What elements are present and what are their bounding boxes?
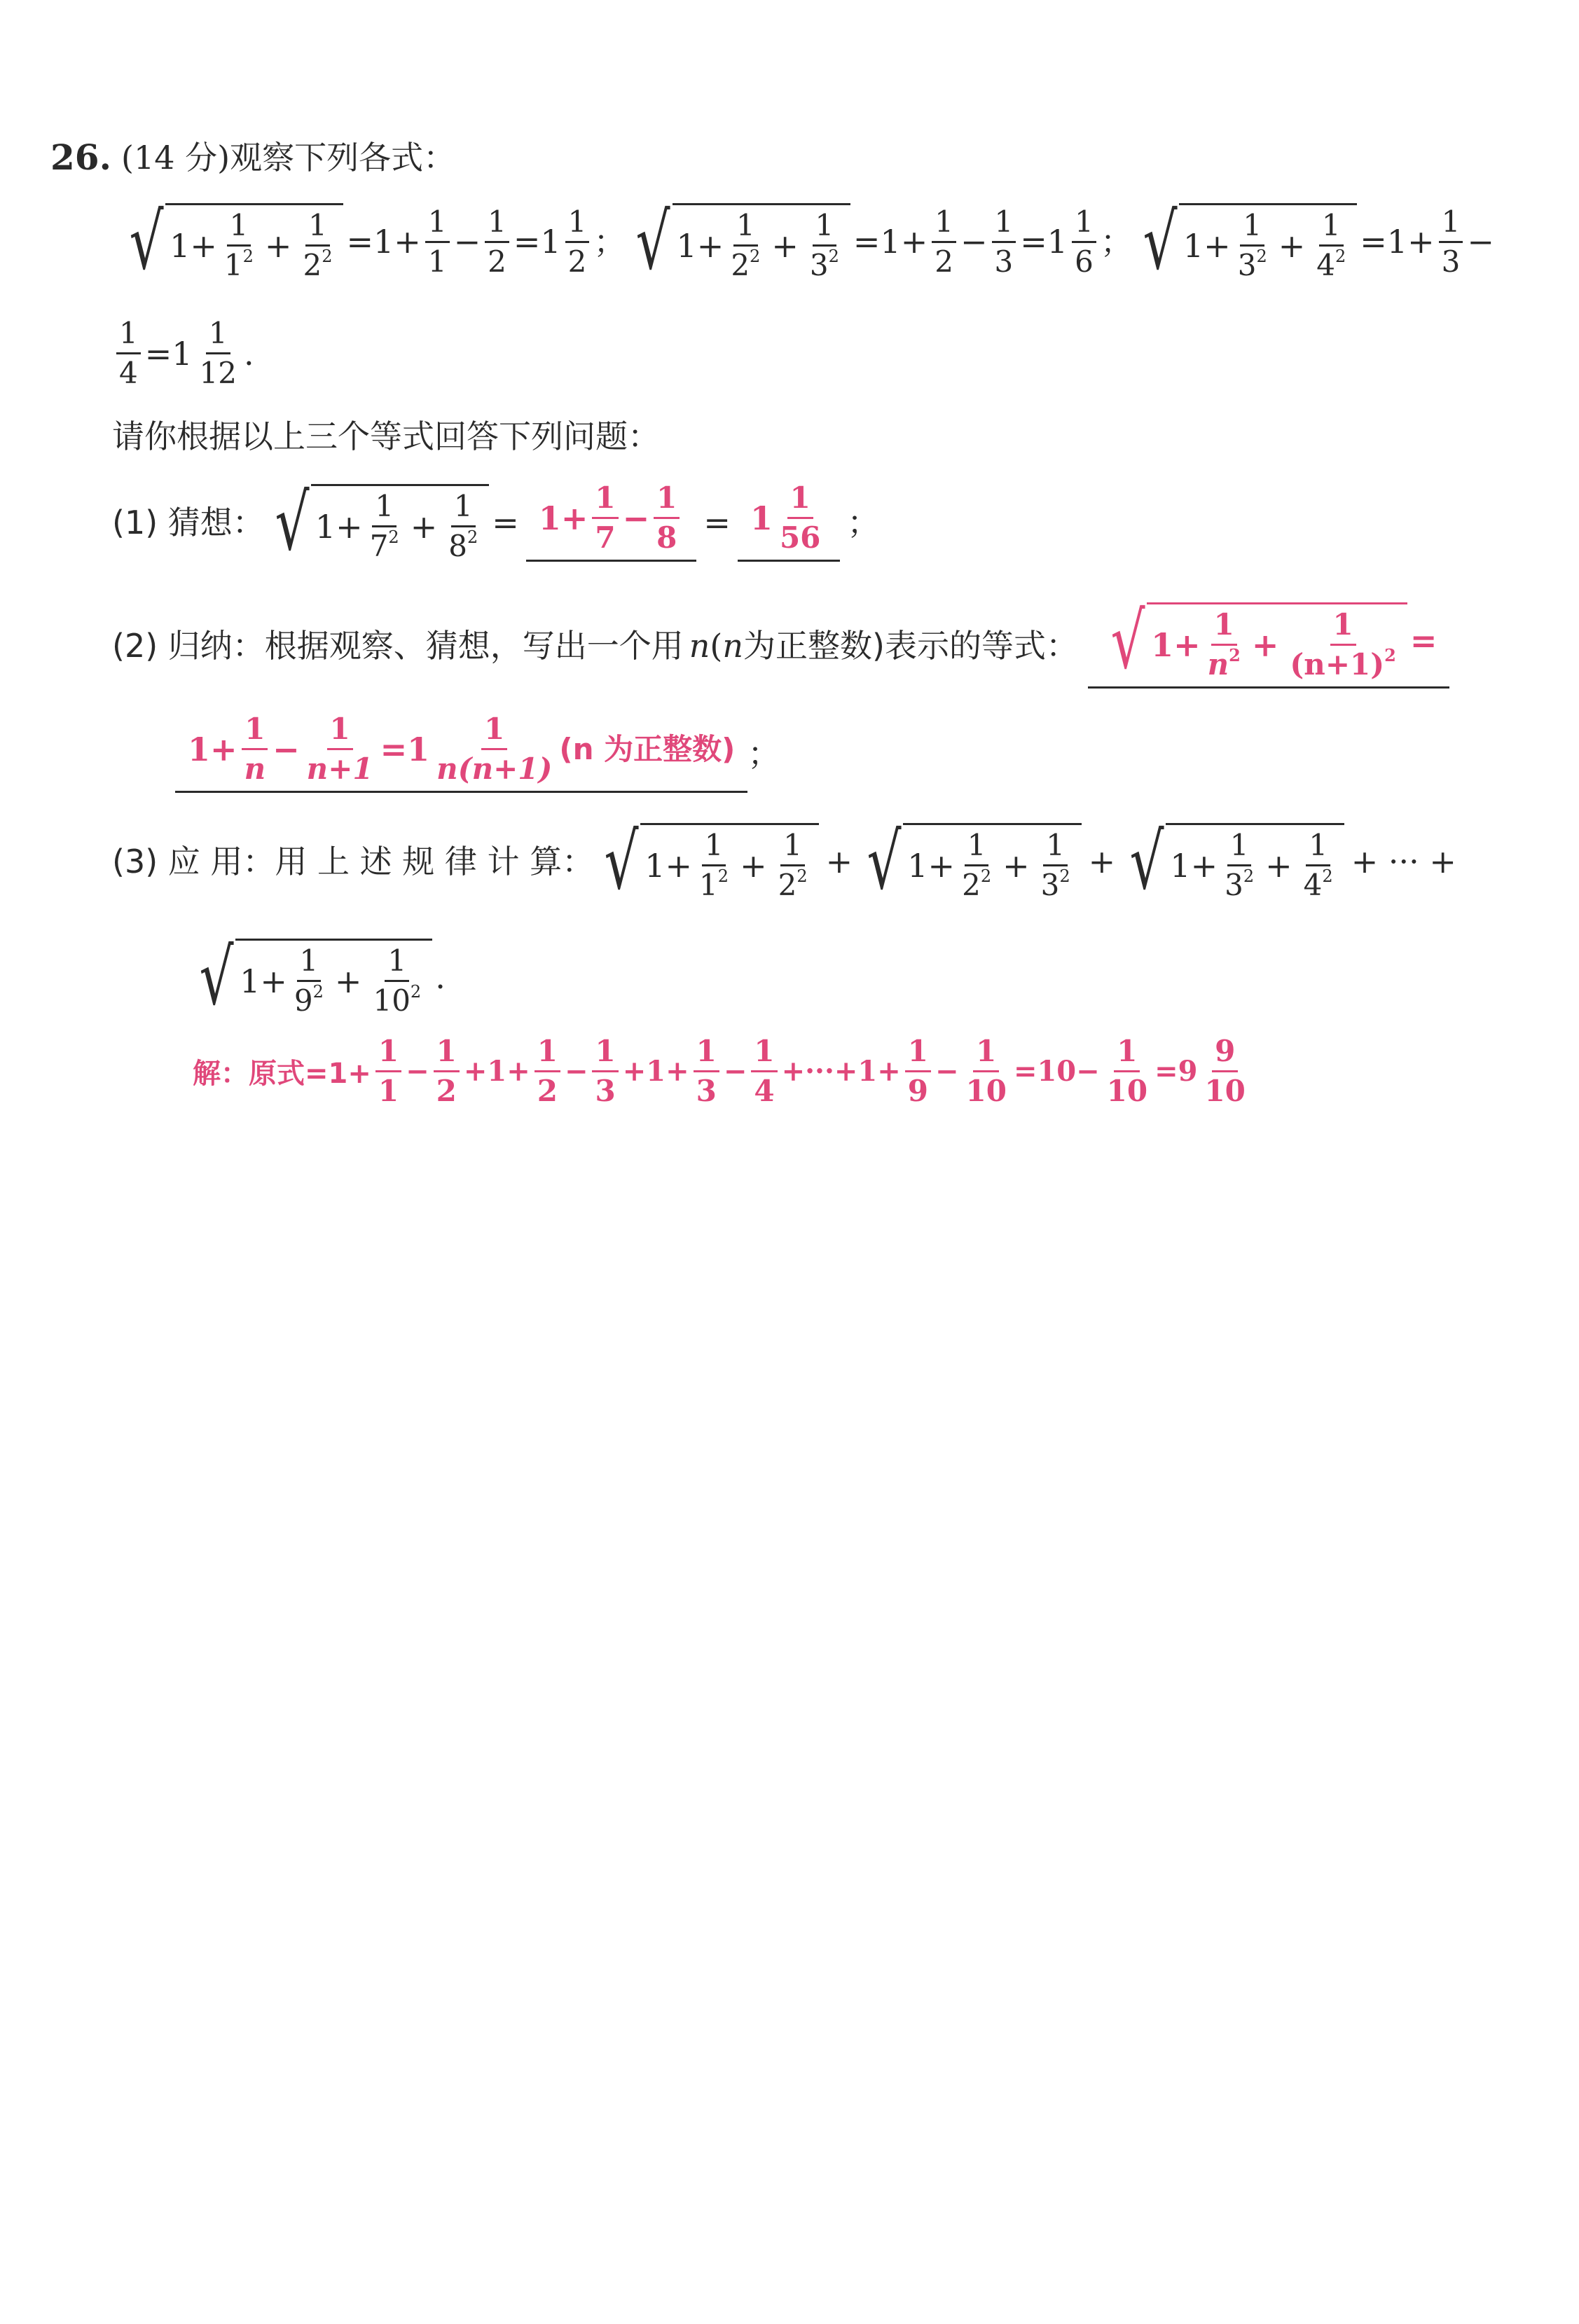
eq1-root: √ 1+ $\frac{1}{1^2}$ + $\frac{1}{2^2}$ [122,203,343,280]
q2-label: (2) 归纳：根据观察、猜想，写出一个用 [112,626,684,665]
eq2-root: √ 1+ $\frac{1}{2^2}$ + $\frac{1}{3^2}$ [628,203,850,280]
q1-root: √ 1+ $\frac{1}{7^2}$ + $\frac{1}{8^2}$ [268,484,489,561]
problem-number: 26. [50,137,111,178]
question-3: (3) 应 用：用 上 述 规 律 计 算： √ 1+ $\frac{1}{1^2}$ + $\frac{1}{2^2}$ + √ 1+ $\frac{1}{2^2}$ + $\frac{1}{3^2}$ + √ 1+ $\frac{1}{3^2}$ + $\frac{1}{4^2}$ + ··· + [112,817,1456,906]
eq3-root: √ 1+ $\frac{1}{3^2}$ + $\frac{1}{4^2}$ [1136,203,1357,280]
q3-label: (3) 应 用：用 上 述 规 律 计 算： [112,843,595,880]
observed-equations-line1: √ 1+ $\frac{1}{1^2}$ + $\frac{1}{2^2}$ =1+ $\frac{1}{1}$ − $\frac{1}{2}$ =1 $\frac{1}{2}$ ； √ 1+ $\frac{1}{2^2}$ + $\frac{1}{3^2}$ =1+ $\frac{1}{2}$ − $\frac{1}{3}$ =1 $\frac{1}{6}$ ； √ 1+ $\frac{1}{3^2}$ + $\frac{1}{4^2}$ =1+ $\frac{1}{3}$ − [119,203,1494,280]
problem-header [50,137,456,178]
q1-label: (1) 猜想： [112,504,265,541]
question-1: (1) 猜想： √ 1+ $\frac{1}{7^2}$ + $\frac{1}{8^2}$ = 1+ $\frac{1}{7}$ − $\frac{1}{8}$ = 1 $\frac{1}{56}$ ； [112,478,880,567]
prompt-text: 请你根据以上三个等式回答下列问题： [112,417,660,455]
q1-answer-blank-2[interactable]: 1 $\frac{1}{56}$ [738,483,840,562]
question-2-answer-continued: 1+ $\frac{1}{n}$ − $\frac{1}{n+1}$ =1 $\frac{1}{n(n+1)}$ (n 为正整数) ； [175,714,780,793]
solution-line: 解：原式=1+ $\frac{1}{1}$ − $\frac{1}{2}$ +1+ $\frac{1}{2}$ − $\frac{1}{3}$ +1+ $\frac{1}{3}$ − $\frac{1}{4}$ +···+1+ $\frac{1}{9}$ − $\frac{1}{10}$ =10− $\frac{1}{10}$ =9 $\frac{9}{10}$ [193,1034,1246,1108]
question-2: (2) 归纳：根据观察、猜想，写出一个用 n ( n 为正整数)表示的等式： √ 1+ $\frac{1}{n^2}$ + $\frac{1}{(n+1)^2}$ = [112,602,1456,689]
q1-answer-blank-1[interactable]: 1+ $\frac{1}{7}$ − $\frac{1}{8}$ [526,483,697,562]
question-3-continued: √ 1+ $\frac{1}{9^2}$ + $\frac{1}{10^2}$ . [199,932,446,1022]
q2-answer-blank-b[interactable]: 1+ $\frac{1}{n}$ − $\frac{1}{n+1}$ =1 $\frac{1}{n(n+1)}$ (n 为正整数) [175,714,747,793]
problem-score: (14 分) [121,139,230,177]
q2-answer-blank-a[interactable]: √ 1+ $\frac{1}{n^2}$ + $\frac{1}{(n+1)^2}$ = [1088,602,1449,689]
observed-equations-line2: $\frac{1}{4}$ =1 $\frac{1}{12}$ . [112,319,254,388]
problem-title: 观察下列各式： [230,139,456,177]
